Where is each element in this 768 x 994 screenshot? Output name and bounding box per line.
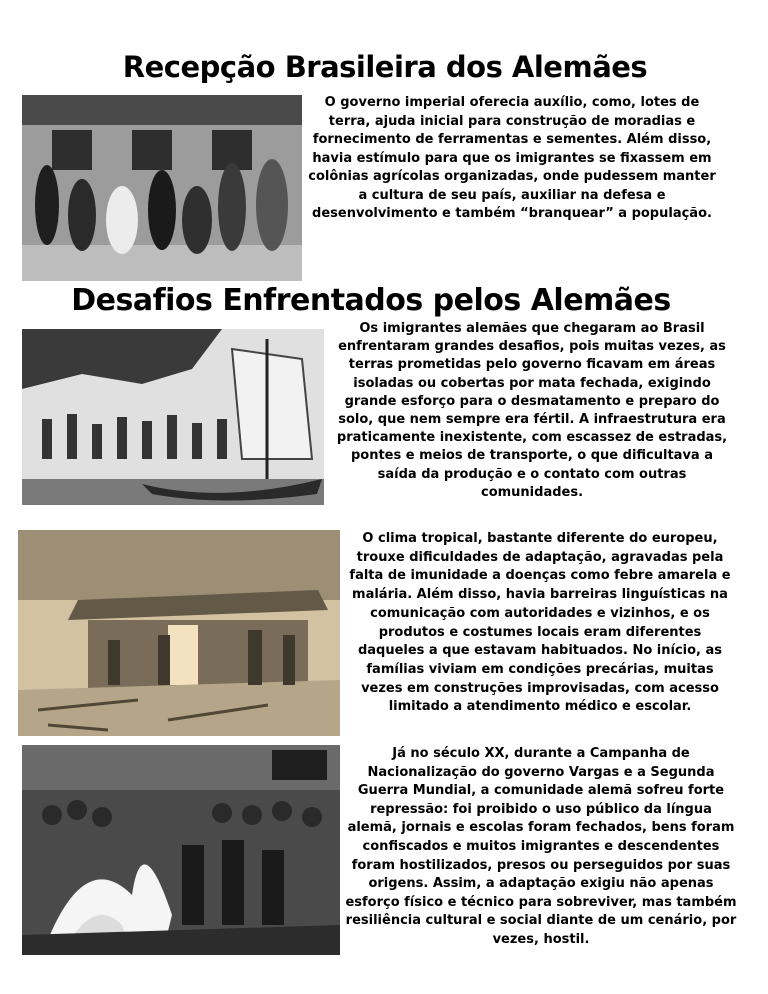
paragraph-desafios-repressao: Já no século XX, durante a Campanha de Nacionalização do governo Vargas e a Segunda Guerra Mundial, a comunidade alemã sofreu forte repressão: foi proibido o uso público da língua alemã, jornais e escolas foram fechados, bens foram confiscados e muitos imigrantes e descendentes foram hostilizados, presos ou perseguidos por suas origens. Assim, a adaptação exigiu não apenas esforço físico e técnico para sobreviver, mas também resiliência cultural e social diante de um cenário, por vezes, hostil. (345, 746, 737, 947)
settlers-hut-photo-icon (18, 530, 340, 736)
family-photo-icon (22, 95, 302, 281)
paragraph-desafios-clima: O clima tropical, bastante diferente do europeu, trouxe dificuldades de adaptação, agravadas pela falta de imunidade a doenças como febre amarela e malária. Além disso, havia barreiras linguísticas na comunicação com autoridades e vizinhos, e os produtos e costumes locais eram diferentes daqueles a que estavam habituados. No início, as famílias viviam em condições precárias, muitas vezes em construções improvisadas, com acesso limitado a atendimento médico e escolar. (349, 531, 731, 715)
section-title-desafios: Desafios Enfrentados pelos Alemães (71, 283, 671, 318)
section-title-recepcao: Recepção Brasileira dos Alemães (122, 50, 648, 84)
paragraph-recepcao: O governo imperial oferecia auxílio, como, lotes de terra, ajuda inicial para construção de moradias e fornecimento de ferramentas e sementes. Além disso, havia estímulo para que os imigrantes se fixassem em colônias agrícolas organizadas, onde pudessem manter a cultura de seu país, auxiliar na defesa e desenvolvimento e também “branquear” a população. (308, 95, 716, 221)
paragraph-desafios-terras: Os imigrantes alemães que chegaram ao Brasil enfrentaram grandes desafios, pois muitas vezes, as terras prometidas pelo governo ficavam em áreas isoladas ou cobertas por mata fechada, exigindo grande esforço para o desmatamento e preparo do solo, que nem sempre era fértil. A infraestrutura era praticamente inexistente, com escassez de estradas, pontes e meios de transporte, o que dificultava a saída da produção e o contato com outras comunidades. (336, 321, 728, 500)
book-burning-photo-icon (22, 745, 340, 955)
boat-arrival-illustration-icon (22, 329, 324, 505)
